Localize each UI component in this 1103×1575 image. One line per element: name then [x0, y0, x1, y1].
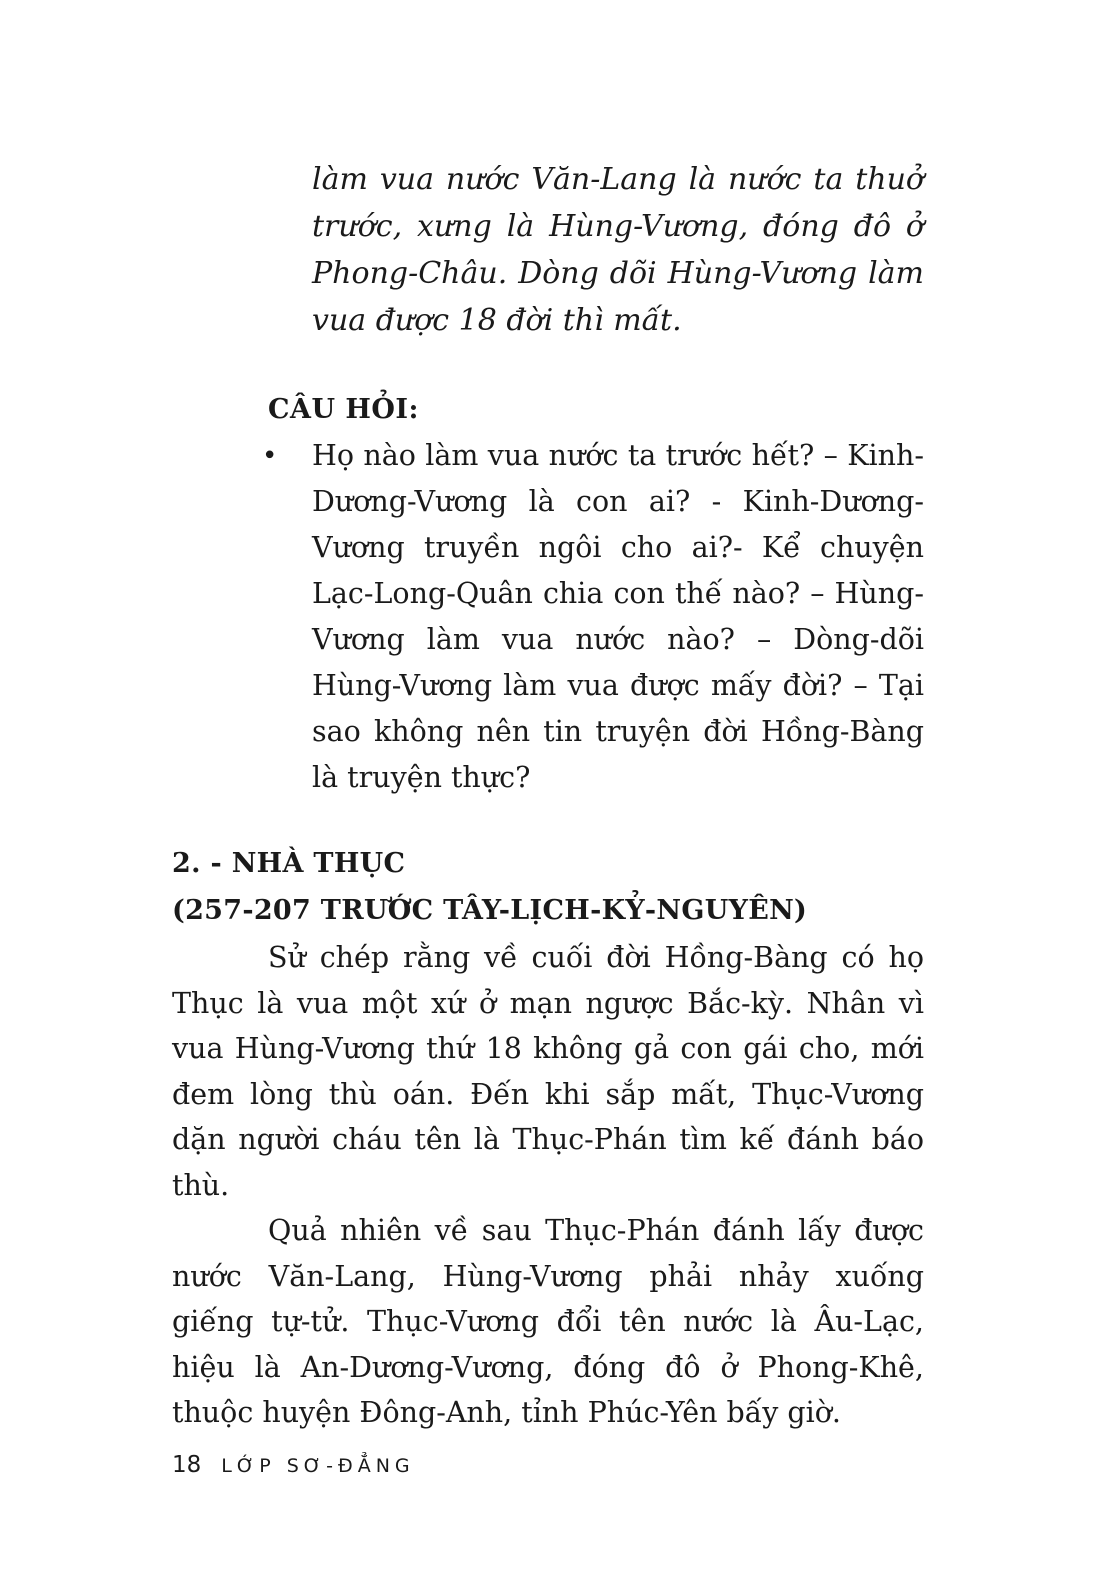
questions-heading: CÂU HỎI:: [268, 394, 420, 425]
page-footer: [172, 1450, 415, 1481]
bullet-icon: •: [262, 441, 278, 471]
running-head: LỚP SƠ-ĐẲNG: [221, 1455, 415, 1477]
body-paragraph: Sử chép rằng về cuối đời Hồng-Bàng có họ Thục là vua một xứ ở mạn ngược Bắc-kỳ. Nhân vì vua Hùng-Vương thứ 18 không gả con gái cho, mới đem lòng thù oán. Đến khi sắp mất, Thục-Vương dặn người cháu tên là Thục-Phán tìm kế đánh báo thù.: [172, 941, 924, 1202]
questions-list-item: Họ nào làm vua nước ta trước hết? – Kinh-Dương-Vương là con ai? - Kinh-Dương-Vương truyền ngôi cho ai?- Kể chuyện Lạc-Long-Quân chia con thế nào? – Hùng-Vương làm vua nước nào? – Dòng-dõi Hùng-Vương làm vua được mấy đời? – Tại sao không nên tin truyện đời Hồng-Bàng là truyện thực?: [312, 439, 924, 794]
page-number: 18: [172, 1452, 202, 1478]
body-paragraph: Quả nhiên về sau Thục-Phán đánh lấy được nước Văn-Lang, Hùng-Vương phải nhảy xuống giếng tự-tử. Thục-Vương đổi tên nước là Âu-Lạc, hiệu là An-Dương-Vương, đóng đô ở Phong-Khê, thuộc huyện Đông-Anh, tỉnh Phúc-Yên bấy giờ.: [172, 1214, 924, 1429]
section-title: 2. - NHÀ THỤC: [172, 848, 406, 879]
intro-paragraph: làm vua nước Văn-Lang là nước ta thuở trước, xưng là Hùng-Vương, đóng đô ở Phong-Châu. Dòng dõi Hùng-Vương làm vua được 18 đời thì mất.: [312, 162, 924, 338]
section-heading: [172, 840, 807, 934]
section-subtitle: (257-207 TRƯỚC TÂY-LỊCH-KỶ-NGUYÊN): [172, 895, 808, 926]
section-body: [172, 935, 924, 1436]
